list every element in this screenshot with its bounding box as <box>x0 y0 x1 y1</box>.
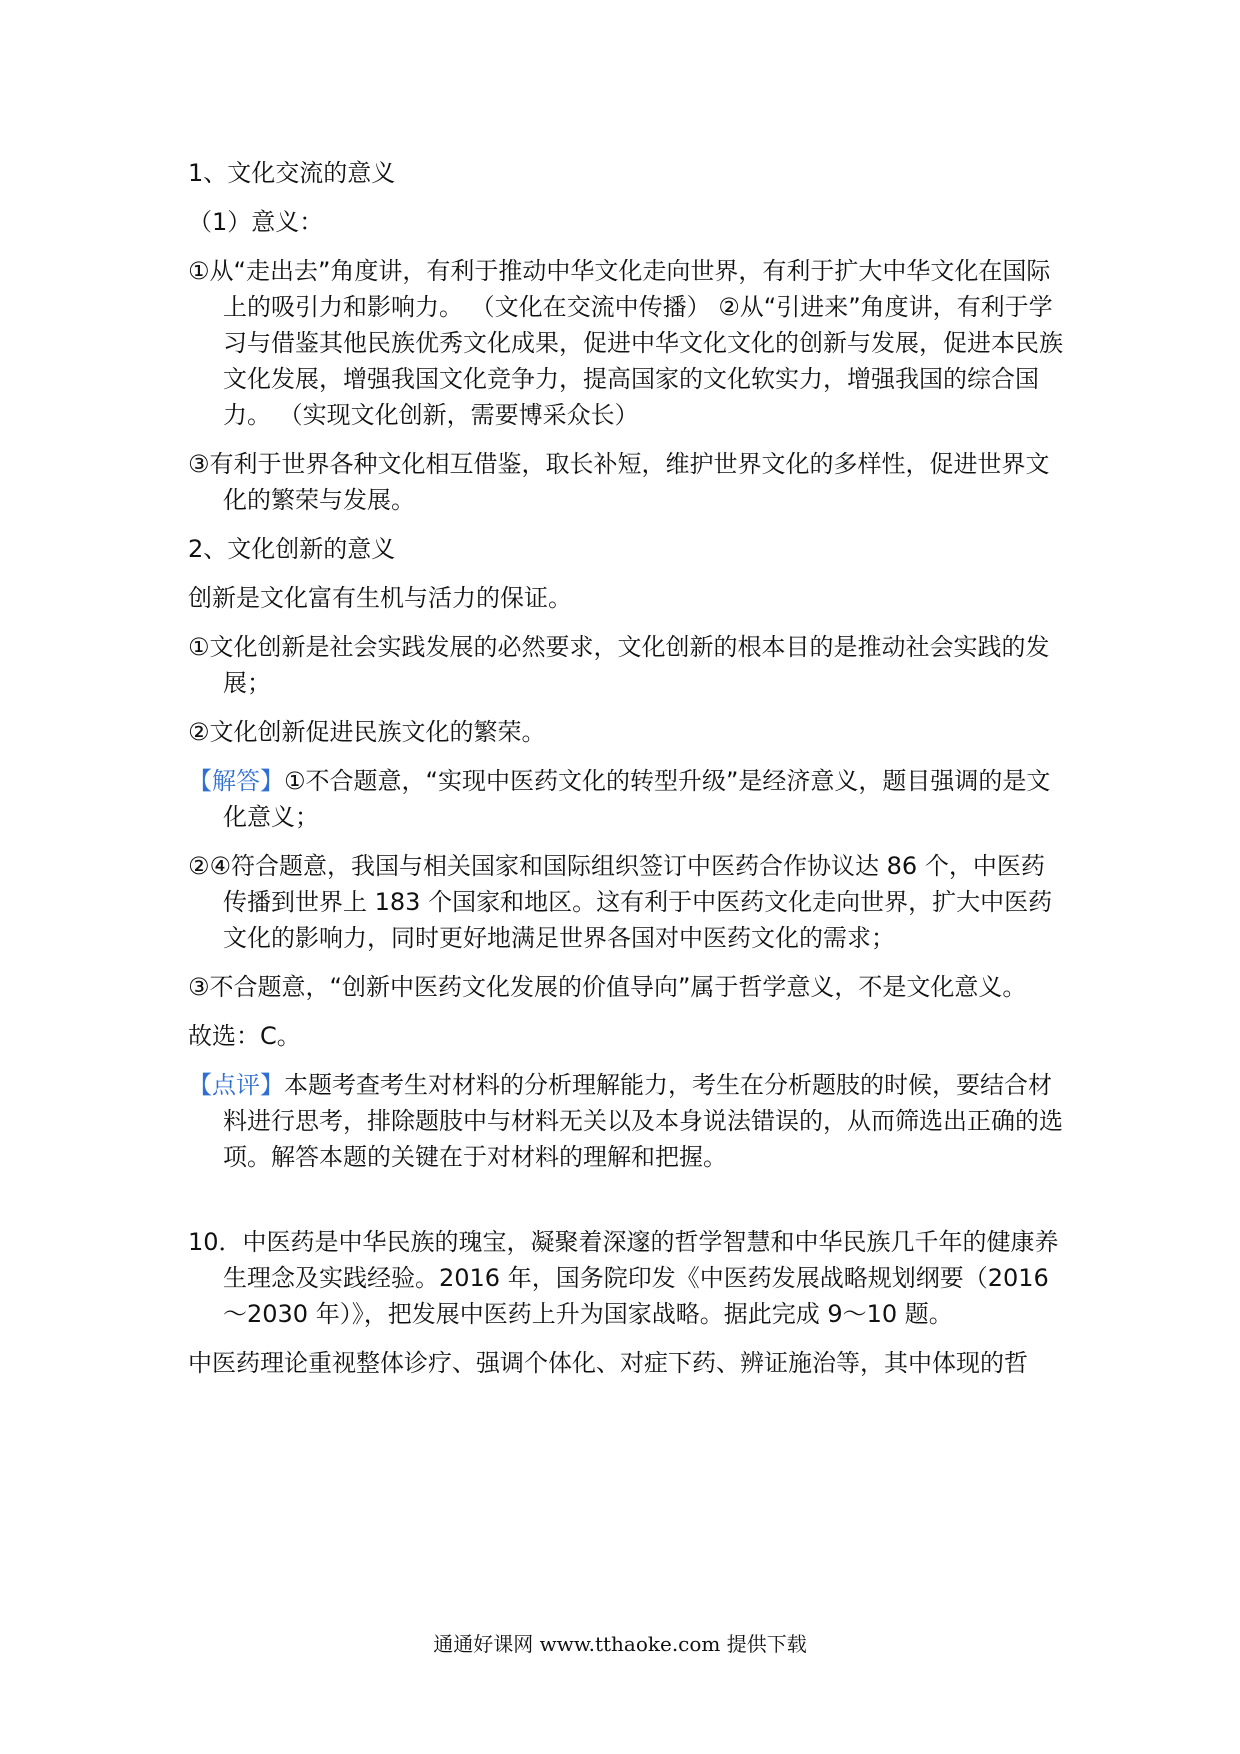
answer-tag: 【解答】 <box>188 767 284 795</box>
section-1-point-3: ③有利于世界各种文化相互借鉴，取长补短，维护世界文化的多样性，促进世界文化的繁荣与发展。 <box>188 450 1050 514</box>
document-body <box>188 155 1068 1394</box>
paragraph-spacer <box>188 1188 1068 1224</box>
page-footer: 通通好课网 www.tthaoke.com 提供下载 <box>433 1632 807 1656</box>
answer-choice: 故选：C。 <box>188 1022 301 1050</box>
section-2-point-1: ①文化创新是社会实践发展的必然要求，文化创新的根本目的是推动社会实践的发展； <box>188 633 1050 697</box>
question-10: 10．中医药是中华民族的瑰宝，凝聚着深邃的哲学智慧和中华民族几千年的健康养生理念及实践经验。2016 年，国务院印发《中医药发展战略规划纲要（2016～2030 年）》，把发展中医药上升为国家战略。据此完成 9～10 题。 <box>188 1228 1059 1328</box>
section-1-subtitle: （1）意义： <box>188 208 324 236</box>
answer-paragraph-3: ③不合题意，“创新中医药文化发展的价值导向”属于哲学意义，不是文化意义。 <box>188 973 1027 1001</box>
answer-paragraph-2: ②④符合题意，我国与相关国家和国际组织签订中医药合作协议达 86 个，中医药传播到世界上 183 个国家和地区。这有利于中医药文化走向世界，扩大中医药文化的影响力，同时更好地满足世界各国对中医药文化的需求； <box>188 852 1053 952</box>
section-1-title: 1、文化交流的意义 <box>188 159 396 187</box>
comment-tag: 【点评】 <box>188 1071 284 1099</box>
answer-text-1: ①不合题意，“实现中医药文化的转型升级”是经济意义，题目强调的是文化意义； <box>223 767 1051 831</box>
comment-paragraph <box>188 1067 1068 1175</box>
comment-text: 本题考查考生对材料的分析理解能力，考生在分析题肢的时候，要结合材料进行思考，排除题肢中与材料无关以及本身说法错误的，从而筛选出正确的选项。解答本题的关键在于对材料的理解和把握。 <box>223 1071 1063 1171</box>
section-2-lead: 创新是文化富有生机与活力的保证。 <box>188 584 572 612</box>
section-2-title: 2、文化创新的意义 <box>188 535 396 563</box>
answer-paragraph-1 <box>188 763 1068 835</box>
section-1-point-1-2: ①从“走出去”角度讲，有利于推动中华文化走向世界，有利于扩大中华文化在国际上的吸引力和影响力。 （文化在交流中传播） ②从“引进来”角度讲，有利于学习与借鉴其他民族优秀文化成果，促进中华文化文化的创新与发展，促进本民族文化发展，增强我国文化竞争力，提高国家的文化软实力，增强我国的综合国力。 （实现文化创新，需要博采众长） <box>188 257 1063 429</box>
section-2-point-2: ②文化创新促进民族文化的繁荣。 <box>188 718 546 746</box>
question-9-stem: 中医药理论重视整体诊疗、强调个体化、对症下药、辨证施治等，其中体现的哲 <box>188 1349 1028 1377</box>
